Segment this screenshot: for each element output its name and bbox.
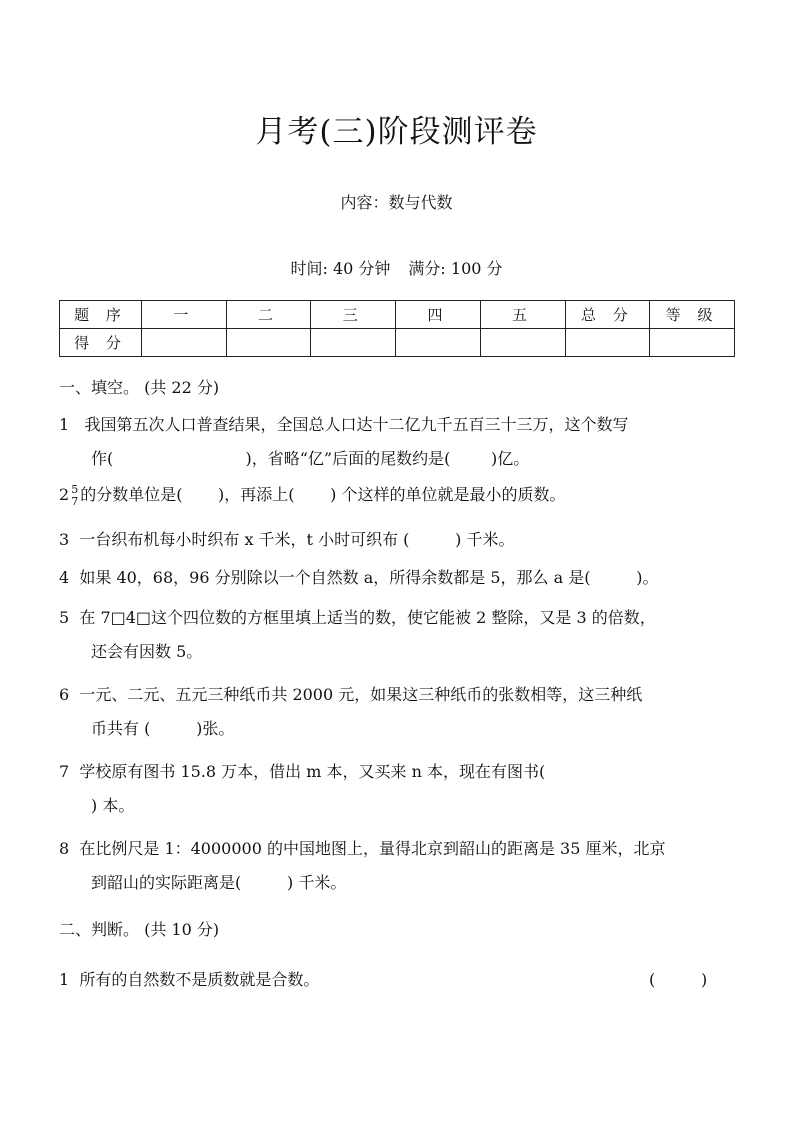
q7-line2: ) 本。	[91, 796, 135, 815]
q7-line1: 7 学校原有图书 15.8 万本，借出 m 本，又买来 n 本，现在有图书(	[59, 762, 546, 781]
q6-line1: 6 一元、二元、五元三种纸币共 2000 元，如果这三种纸币的张数相等，这三种纸	[59, 685, 643, 704]
q1-line1: 1 我国第五次人口普查结果，全国总人口达十二亿九千五百三十三万，这个数写	[59, 415, 629, 434]
header-cell: 二	[226, 301, 311, 329]
judge-q1-text: 1 所有的自然数不是质数就是合数。	[59, 970, 320, 989]
question-1-3: 3 一台织布机每小时织布 x 千米，t 小时可织布 ( ) 千米。	[59, 530, 515, 549]
fraction-numerator: 5	[71, 482, 79, 496]
q8-line1: 8 在比例尺是 1：4000000 的中国地图上，量得北京到韶山的距离是 35 厘米，北京	[59, 839, 666, 858]
score-table	[59, 300, 735, 357]
header-cell: 四	[396, 301, 481, 329]
score-cell[interactable]	[565, 329, 650, 357]
judge-q1-answer-paren[interactable]: ( )	[649, 970, 708, 989]
header-cell: 总 分	[565, 301, 650, 329]
content-subtitle: 内容：数与代数	[340, 193, 453, 212]
time-info	[0, 256, 793, 279]
score-cell[interactable]	[396, 329, 481, 357]
score-cell[interactable]	[311, 329, 396, 357]
q5-line1: 5 在 7□4□这个四位数的方框里填上适当的数，使它能被 2 整除，又是 3 的倍数，	[59, 608, 656, 627]
q2-number: 2	[59, 485, 70, 504]
header-cell: 等 级	[650, 301, 735, 329]
question-1-2	[59, 478, 739, 512]
question-1-6	[59, 678, 739, 746]
full-score: 满分: 100 分	[408, 259, 503, 278]
score-cell[interactable]	[226, 329, 311, 357]
page-title: 月考(三)阶段测评卷	[255, 114, 538, 150]
question-1-4: 4 如果 40，68，96 分别除以一个自然数 a，所得余数都是 5，那么 a 是( )。	[59, 568, 659, 587]
q1-line2: 作( )，省略“亿”后面的尾数约是( )亿。	[91, 449, 530, 468]
score-table-header-row	[60, 301, 735, 329]
q6-line2: 币共有 ( )张。	[91, 719, 235, 738]
question-1-1	[59, 408, 739, 476]
fraction-denominator: 7	[71, 494, 79, 508]
header-cell: 题 序	[60, 301, 142, 329]
time-limit: 时间: 40 分钟	[290, 259, 391, 278]
question-1-5	[59, 601, 739, 669]
question-1-8	[59, 832, 739, 900]
question-2-1	[59, 963, 739, 997]
score-cell[interactable]	[650, 329, 735, 357]
section2-heading: 二、判断。 (共 10 分)	[59, 920, 220, 939]
section1-heading: 一、填空。 (共 22 分)	[59, 378, 220, 397]
question-1-7	[59, 755, 739, 823]
header-cell: 三	[311, 301, 396, 329]
score-table-score-row	[60, 329, 735, 357]
q5-line2: 还会有因数 5。	[91, 642, 203, 661]
row-label: 得 分	[60, 329, 142, 357]
score-cell[interactable]	[142, 329, 227, 357]
score-cell[interactable]	[480, 329, 565, 357]
q2-text: 的分数单位是( )，再添上( ) 个这样的单位就是最小的质数。	[80, 485, 566, 504]
header-cell: 一	[142, 301, 227, 329]
q8-line2: 到韶山的实际距离是( ) 千米。	[91, 873, 347, 892]
fraction	[71, 484, 78, 508]
header-cell: 五	[480, 301, 565, 329]
